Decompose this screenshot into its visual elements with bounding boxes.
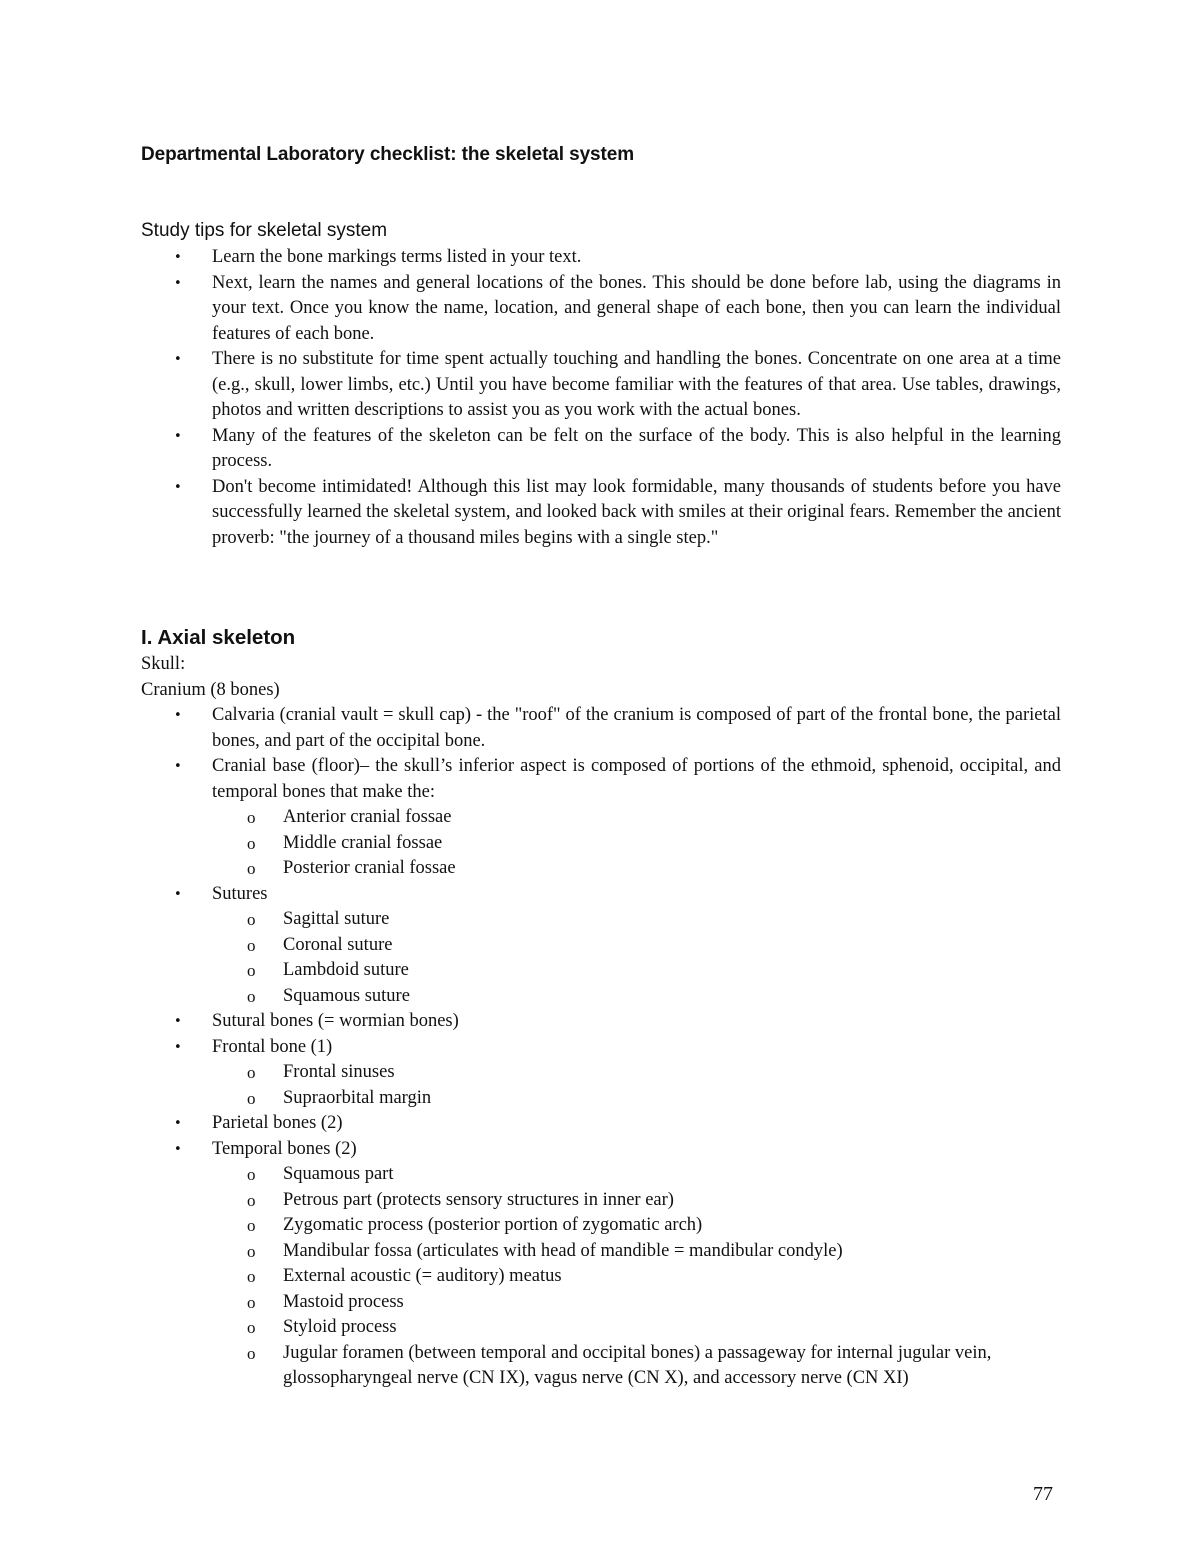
sub-list-item [141, 856, 1061, 882]
sub-list-item [141, 1188, 1061, 1214]
list-item-text: Many of the features of the skeleton can be felt on the surface of the body. This is also helpful in the learning process. [212, 425, 1061, 471]
list-item-text: Learn the bone markings terms listed in your text. [212, 247, 582, 267]
sub-list-item [141, 1290, 1061, 1316]
sub-list-item [141, 958, 1061, 984]
list-item [141, 703, 1061, 754]
sub-list [212, 1060, 1061, 1111]
sub-item-text: Mastoid process [283, 1291, 404, 1312]
sub-bullet-icon: o [247, 1241, 256, 1261]
study-tips-list [141, 245, 1061, 551]
sub-item-text: Lambdoid suture [283, 960, 409, 980]
sub-bullet-icon: o [247, 1063, 256, 1082]
bullet-icon: • [174, 1116, 182, 1131]
list-item [141, 1111, 1061, 1137]
list-item [141, 1035, 1061, 1112]
sub-item-text: Styloid process [283, 1317, 397, 1337]
list-item-text: Calvaria (cranial vault = skull cap) - the "roof" of the cranium is composed of part of the frontal bone, the parietal bones, and part of the occipital bone. [212, 705, 1061, 751]
study-tips-heading: Study tips for skeletal system [141, 220, 388, 241]
sub-bullet-icon: o [247, 1267, 256, 1286]
sub-item-text: Jugular foramen (between temporal and occipital bones) a passageway for internal jugular vein, glossopharyngeal nerve (CN IX), vagus nerve (CN X), and accessory nerve (CN XI) [283, 1342, 992, 1388]
bullet-icon: • [174, 1039, 182, 1055]
sub-list-item [141, 831, 1061, 857]
page-title: Departmental Laboratory checklist: the skeletal system [141, 144, 635, 165]
sub-bullet-icon: o [247, 1088, 256, 1108]
bullet-icon: • [174, 886, 182, 902]
sub-list-item [141, 1060, 1061, 1086]
sub-list [212, 805, 1061, 882]
sub-list-item [141, 907, 1061, 933]
sub-item-text: Sagittal suture [283, 909, 390, 929]
sub-list-item [141, 1213, 1061, 1239]
list-item [141, 1009, 1061, 1035]
list-item-text: Don't become intimidated! Although this list may look formidable, many thousands of students before you have successfully learned the skeletal system, and looked back with smiles at their original fears. Remember the ancient proverb: "the journey of a thousand miles begins with a single step." [212, 476, 1061, 548]
sub-item-text: Squamous part [283, 1164, 394, 1184]
sub-list-item [141, 1264, 1061, 1290]
sub-item-text: Supraorbital margin [283, 1087, 432, 1108]
sub-list-item [141, 1315, 1061, 1341]
list-item-text: Sutures [212, 883, 268, 904]
cranium-list [141, 703, 1061, 1392]
list-item [141, 245, 1061, 271]
sub-list-item [141, 933, 1061, 959]
axial-skeleton-heading: I. Axial skeleton [141, 626, 296, 649]
sub-bullet-icon: o [247, 1216, 256, 1235]
bullet-icon: • [174, 479, 182, 495]
sub-item-text: Anterior cranial fossae [283, 807, 452, 827]
page-number: 77 [1033, 1483, 1053, 1505]
sub-item-text: Posterior cranial fossae [283, 858, 456, 878]
bullet-icon: • [174, 708, 182, 723]
sub-item-text: Petrous part (protects sensory structures in inner ear) [283, 1189, 674, 1210]
list-item [141, 1137, 1061, 1392]
list-item [141, 347, 1061, 424]
sub-bullet-icon: o [247, 1292, 256, 1312]
axial-skeleton-section [141, 652, 1061, 1392]
skull-label: Skull: [141, 654, 186, 674]
sub-bullet-icon: o [247, 808, 256, 827]
sub-list-item [141, 1086, 1061, 1112]
sub-bullet-icon: o [247, 1190, 256, 1210]
sub-list-item [141, 1341, 1061, 1392]
bullet-icon: • [174, 1141, 182, 1157]
sub-bullet-icon: o [247, 859, 256, 878]
list-item-text: Next, learn the names and general locations of the bones. This should be done before lab, using the diagrams in your text. Once you know the name, location, and general shape of each bone, then you can learn the individual features of each bone. [212, 272, 1061, 344]
sub-item-text: Squamous suture [283, 985, 410, 1006]
cranium-label: Cranium (8 bones) [141, 679, 280, 700]
sub-item-text: Middle cranial fossae [283, 832, 443, 853]
sub-item-text: Mandibular fossa (articulates with head of mandible = mandibular condyle) [283, 1240, 843, 1261]
sub-item-text: Zygomatic process (posterior portion of zygomatic arch) [283, 1215, 703, 1235]
study-tips-section [141, 245, 1061, 551]
sub-bullet-icon: o [247, 1343, 256, 1363]
list-item-text: Sutural bones (= wormian bones) [212, 1011, 459, 1031]
bullet-icon: • [174, 352, 182, 367]
bullet-icon: • [174, 428, 182, 444]
list-item-text: Cranial base (floor)– the skull’s inferior aspect is composed of portions of the ethmoid, sphenoid, occipital, and temporal bones that make the: [212, 756, 1061, 802]
list-item-text: Temporal bones (2) [212, 1138, 357, 1159]
sub-list-item [141, 1239, 1061, 1265]
sub-item-text: Coronal suture [283, 934, 393, 955]
bullet-icon: • [174, 275, 182, 291]
list-item [141, 882, 1061, 1010]
sub-bullet-icon: o [247, 935, 256, 955]
sub-bullet-icon: o [247, 1318, 256, 1337]
bullet-icon: • [174, 250, 182, 265]
sub-list [212, 907, 1061, 1009]
sub-item-text: Frontal sinuses [283, 1062, 395, 1082]
list-item-text: Frontal bone (1) [212, 1036, 333, 1057]
sub-bullet-icon: o [247, 961, 256, 980]
list-item [141, 271, 1061, 348]
list-item-text: Parietal bones (2) [212, 1113, 343, 1133]
sub-bullet-icon: o [247, 1165, 256, 1184]
sub-bullet-icon: o [247, 986, 256, 1006]
sub-bullet-icon: o [247, 910, 256, 929]
sub-list-item [141, 805, 1061, 831]
bullet-icon: • [174, 1014, 182, 1029]
list-item [141, 475, 1061, 552]
list-item [141, 424, 1061, 475]
bullet-icon: • [174, 759, 182, 774]
sub-list-item [141, 1162, 1061, 1188]
sub-list-item [141, 984, 1061, 1010]
list-item [141, 754, 1061, 882]
sub-list [212, 1162, 1061, 1392]
sub-bullet-icon: o [247, 833, 256, 853]
list-item-text: There is no substitute for time spent actually touching and handling the bones. Concentrate on one area at a time (e.g., skull, lower limbs, etc.) Until you have become familiar with the features of that area. Use tables, drawings, photos and written descriptions to assist you as you work with the actual bones. [212, 349, 1061, 420]
sub-item-text: External acoustic (= auditory) meatus [283, 1266, 562, 1286]
